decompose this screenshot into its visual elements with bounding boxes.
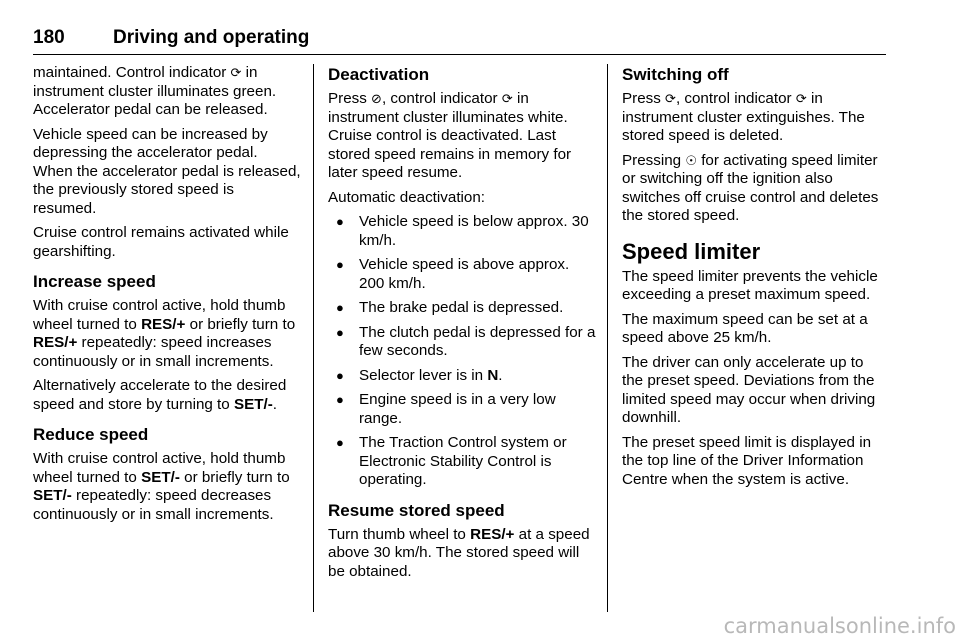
list-item: ● The clutch pedal is depressed for a few seconds.: [336, 323, 596, 359]
column-1: [33, 64, 301, 530]
section-title: Driving and operating: [113, 27, 310, 48]
list-item: ● Vehicle speed is above approx. 200 km/h.: [336, 256, 570, 292]
paragraph: Alternatively accelerate to the desired speed and store by turning to SET/-.: [33, 377, 287, 413]
heading-reduce-speed: Reduce speed: [33, 425, 149, 444]
paragraph: Press ⊘, control indicator ⟳ in instrument cluster illuminates white. Cruise control is deactivated. Last stored speed remains in memory for later speed resume.: [328, 90, 572, 181]
list-item: ● Vehicle speed is below approx. 30 km/h.: [336, 213, 589, 249]
paragraph: The maximum speed can be set at a speed above 25 km/h.: [622, 310, 868, 346]
cruise-control-icon: ⟳: [501, 91, 513, 106]
deactivation-list: [328, 213, 596, 490]
paragraph: Turn thumb wheel to RES/+ at a speed above 30 km/h. The stored speed will be obtained.: [328, 525, 590, 580]
heading-speed-limiter: Speed limiter: [622, 238, 761, 264]
paragraph: The preset speed limit is displayed in the top line of the Driver Information Centre when the system is active.: [622, 433, 872, 488]
bullet-icon: ●: [336, 257, 344, 272]
paragraph: Pressing ☉ for activating speed limiter or switching off the ignition also switches off cruise control and deletes the stored speed.: [622, 151, 879, 224]
column-divider-1: [313, 64, 314, 612]
bullet-icon: ●: [336, 324, 344, 340]
paragraph: Cruise control remains activated while gearshifting.: [33, 224, 289, 260]
column-2: [328, 64, 596, 587]
heading-deactivation: Deactivation: [328, 65, 430, 84]
page-header: [33, 26, 886, 55]
speed-limiter-icon: ☉: [685, 152, 697, 168]
paragraph: With cruise control active, hold thumb wheel turned to RES/+ or briefly turn to RES/+ repeatedly: speed increases continuously or in small increments.: [33, 297, 296, 370]
cruise-control-icon: ⟳: [795, 91, 807, 106]
list-item: ● The brake pedal is depressed.: [336, 299, 564, 316]
column-divider-2: [607, 64, 608, 612]
paragraph: Press ⟳, control indicator ⟳ in instrument cluster extinguishes. The stored speed is deleted.: [622, 90, 865, 144]
paragraph: The speed limiter prevents the vehicle exceeding a preset maximum speed.: [622, 267, 878, 303]
cruise-cancel-icon: ⊘: [371, 91, 382, 106]
bullet-icon: ●: [336, 392, 344, 407]
watermark: carmanualsonline.info: [723, 614, 956, 638]
paragraph: Vehicle speed can be increased by depressing the accelerator pedal. When the accelerator pedal is released, the previously stored speed is resumed.: [33, 125, 301, 217]
list-item: ● Engine speed is in a very low range.: [336, 391, 556, 427]
paragraph: maintained. Control indicator ⟳ in instrument cluster illuminates green. Accelerator pedal can be released.: [33, 64, 277, 118]
bullet-icon: ●: [336, 367, 344, 383]
heading-switching-off: Switching off: [622, 65, 729, 84]
heading-increase-speed: Increase speed: [33, 272, 156, 291]
cruise-control-icon: ⟳: [230, 65, 242, 80]
list-item: ● Selector lever is in N.: [336, 366, 503, 384]
list-item: ● The Traction Control system or Electronic Stability Control is operating.: [336, 434, 567, 488]
cruise-control-icon: ⟳: [665, 91, 676, 106]
heading-resume-stored-speed: Resume stored speed: [328, 500, 505, 520]
paragraph: With cruise control active, hold thumb wheel turned to SET/- or briefly turn to SET/- repeatedly: speed decreases continuously or in small increments.: [33, 450, 290, 523]
page-number: 180: [33, 27, 65, 48]
paragraph: Automatic deactivation:: [328, 188, 486, 206]
bullet-icon: ●: [336, 435, 344, 450]
column-3: [622, 64, 888, 495]
paragraph: The driver can only accelerate up to the preset speed. Deviations from the limited speed may occur when driving downhill.: [622, 353, 876, 426]
bullet-icon: ●: [336, 300, 344, 315]
bullet-icon: ●: [336, 214, 344, 229]
